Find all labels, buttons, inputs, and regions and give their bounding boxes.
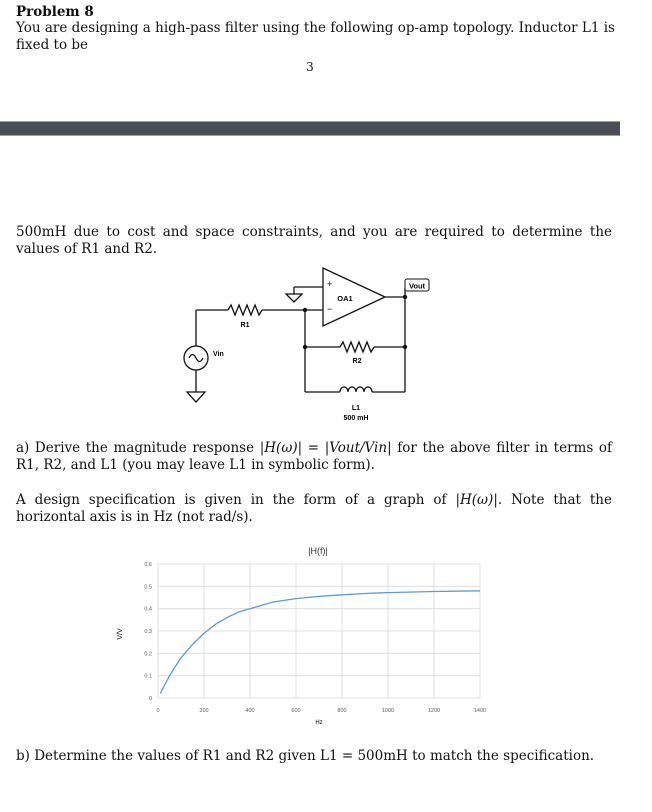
y-axis-label: V/V bbox=[117, 628, 124, 640]
opamp-minus: − bbox=[327, 304, 333, 314]
opamp-label: OA1 bbox=[337, 294, 353, 303]
ground-source-icon bbox=[187, 392, 205, 402]
part-a-suffix: for the above filter in terms of R1, R2, and L1 (you may leave L1 in symbolic form). bbox=[16, 440, 612, 473]
r2-resistor bbox=[340, 342, 374, 352]
page-divider bbox=[0, 121, 620, 136]
spec-prefix: A design specification is given in the form of a graph of bbox=[16, 492, 456, 508]
x-tick-label: 200 bbox=[199, 708, 209, 714]
problem-title: Problem 8 bbox=[16, 4, 94, 20]
l1-value: 500 mH bbox=[343, 415, 369, 422]
opamp-plus: + bbox=[327, 279, 333, 289]
l1-label: L1 bbox=[351, 405, 361, 412]
magnitude-chart bbox=[110, 538, 500, 730]
spec-math: |H(ω)| bbox=[455, 492, 498, 508]
x-tick-label: 800 bbox=[337, 708, 347, 714]
y-tick-label: 0.1 bbox=[144, 673, 152, 680]
y-tick-label: 0.6 bbox=[144, 562, 152, 568]
x-tick-label: 1400 bbox=[473, 708, 487, 714]
x-tick-label: 1000 bbox=[381, 708, 395, 714]
problem-intro: You are designing a high-pass filter using the following op-amp topology. Inductor L1 is fixed to be bbox=[16, 20, 615, 53]
series-line-hf bbox=[160, 591, 480, 694]
r1-label: R1 bbox=[240, 322, 250, 329]
part-a-prefix: a) Derive the magnitude response bbox=[16, 440, 260, 456]
part-a-math: |H(ω)| = |Vout/Vin| bbox=[259, 440, 392, 456]
part-b: b) Determine the values of R1 and R2 given L1 = 500mH to match the specification. bbox=[16, 748, 595, 764]
part-a bbox=[16, 440, 612, 474]
circuit-schematic bbox=[0, 262, 652, 434]
x-tick-label: 400 bbox=[245, 708, 255, 714]
y-tick-label: 0.4 bbox=[144, 606, 152, 613]
vin-label: Vin bbox=[213, 351, 224, 358]
ground-opamp-icon bbox=[286, 294, 302, 302]
page-number: 3 bbox=[306, 60, 314, 74]
x-tick-label: 600 bbox=[291, 708, 301, 714]
y-tick-label: 0.2 bbox=[144, 651, 152, 658]
y-tick-label: 0 bbox=[148, 696, 152, 702]
problem-continuation: 500mH due to cost and space constraints, and you are required to determine the values of R1 and R2. bbox=[16, 224, 612, 257]
vout-label: Vout bbox=[408, 281, 426, 291]
opamp-symbol bbox=[323, 268, 385, 326]
spec-suffix: . Note that the horizontal axis is in Hz (not rad/s). bbox=[16, 492, 612, 525]
y-tick-label: 0.3 bbox=[144, 629, 152, 635]
x-tick-label: 1200 bbox=[427, 708, 441, 714]
r1-resistor bbox=[228, 305, 262, 315]
x-axis-label: Hz bbox=[315, 720, 323, 726]
y-tick-label: 0.5 bbox=[144, 584, 152, 591]
spec-paragraph bbox=[16, 492, 612, 526]
l1-inductor bbox=[340, 387, 372, 392]
chart-title: |H(f)| bbox=[308, 546, 328, 556]
x-tick-label: 0 bbox=[156, 708, 160, 714]
r2-label: R2 bbox=[352, 358, 362, 365]
